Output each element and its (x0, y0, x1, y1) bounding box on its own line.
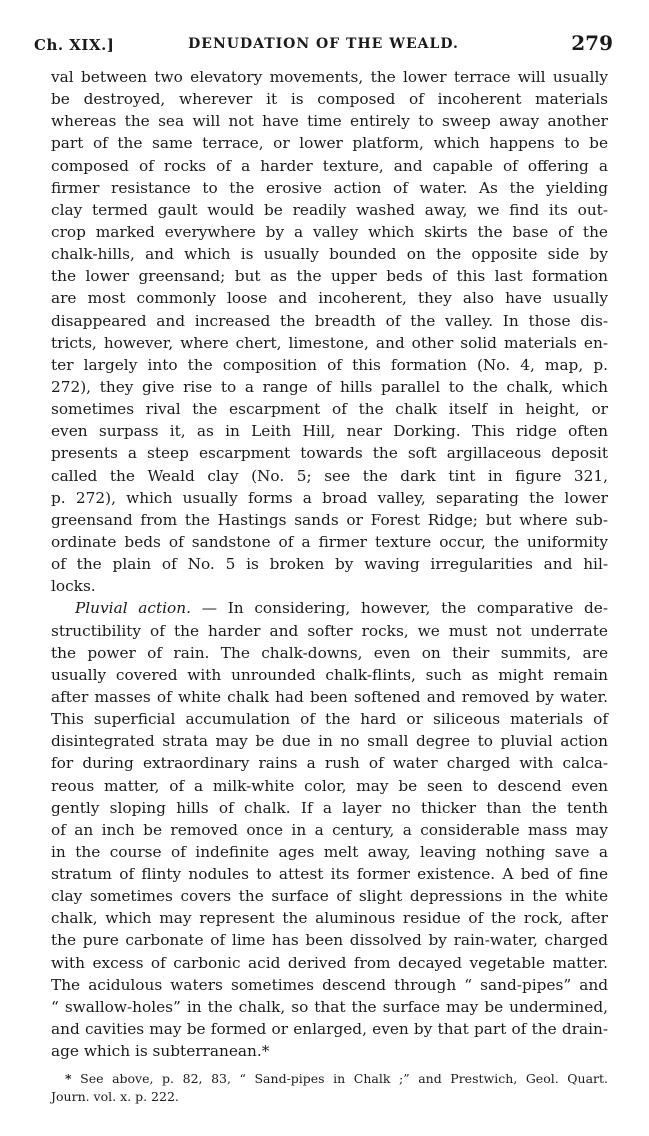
text-line: composed of rocks of a harder texture, and capable of offering a (51, 156, 608, 175)
text-line: chalk, which may represent the aluminous residue of the rock, after (51, 909, 608, 928)
text-line: chalk-hills, and which is usually bounded on the opposite side by (51, 245, 608, 264)
footnote (51, 1070, 608, 1106)
text-line: whereas the sea will not have time entirely to sweep away another (51, 112, 608, 131)
text-line: after masses of white chalk had been softened and removed by water. (51, 687, 608, 706)
text-line: be destroyed, wherever it is composed of incoherent materials (51, 90, 608, 109)
chapter-reference: Ch. XIX.] (34, 36, 115, 54)
footnote-line (51, 1070, 608, 1088)
text-line: greensand from the Hastings sands or Forest Ridge; but where sub- (51, 510, 608, 529)
text-line: structibility of the harder and softer rocks, we must not underrate (51, 621, 608, 640)
text-line: stratum of flinty nodules to attest its former existence. A bed of fine (51, 865, 608, 884)
running-header (34, 31, 613, 58)
text-line: clay sometimes covers the surface of slight depressions in the white (51, 887, 608, 906)
text-line: even surpass it, as in Leith Hill, near Dorking. This ridge often (51, 422, 608, 441)
footnote-text: See above, p. 82, 83, “ Sand-pipes in Chalk ;” and Prestwich, Geol. Quart. (71, 1071, 608, 1086)
text-line: This superficial accumulation of the hard or siliceous materials of (51, 710, 608, 729)
text-line: p. 272), which usually forms a broad valley, separating the lower (51, 488, 608, 507)
page-number: 279 (571, 31, 613, 55)
text-line: presents a steep escarpment towards the soft argillaceous deposit (51, 444, 608, 463)
text-line: of an inch be removed once in a century, a considerable mass may (51, 820, 608, 839)
footnote-line: Journ. vol. x. p. 222. (51, 1089, 179, 1104)
text-line: the pure carbonate of lime has been dissolved by rain-water, charged (51, 931, 608, 950)
text-line: 272), they give rise to a range of hills parallel to the chalk, which (51, 377, 608, 396)
text-line: reous matter, of a milk-white color, may be seen to descend even (51, 776, 608, 795)
footnote-mark: * (65, 1071, 72, 1086)
text-line: ter largely into the composition of this formation (No. 4, map, p. (51, 355, 608, 374)
text-line: tricts, however, where chert, limestone, and other solid materials en- (51, 333, 608, 352)
running-title: DENUDATION OF THE WEALD. (188, 36, 459, 52)
text-line: ordinate beds of sandstone of a firmer texture occur, the uniformity (51, 532, 608, 551)
text-line: “ swallow-holes” in the chalk, so that the surface may be undermined, (51, 997, 608, 1016)
paragraph-pluvial-action (51, 597, 608, 1062)
text-line: usually covered with unrounded chalk-flints, such as might remain (51, 665, 608, 684)
paragraph-denudation (51, 66, 608, 597)
text-line: sometimes rival the escarpment of the chalk itself in height, or (51, 400, 608, 419)
body-text (51, 66, 608, 1062)
text-line: disappeared and increased the breadth of the valley. In those dis- (51, 311, 608, 330)
text-line: The acidulous waters sometimes descend through “ sand-pipes” and (51, 975, 608, 994)
text-line: are most commonly loose and incoherent, they also have usually (51, 289, 608, 308)
section-heading: Pluvial action. (75, 599, 191, 618)
text-line-rest: — In considering, however, the comparative de- (190, 599, 608, 618)
text-line: gently sloping hills of chalk. If a layer no thicker than the tenth (51, 798, 608, 817)
text-line: in the course of indefinite ages melt away, leaving nothing save a (51, 842, 608, 861)
text-line: the lower greensand; but as the upper beds of this last formation (51, 267, 608, 286)
text-line: age which is subterranean.* (51, 1042, 270, 1061)
text-line: part of the same terrace, or lower platform, which happens to be (51, 134, 608, 153)
text-line: firmer resistance to the erosive action of water. As the yielding (51, 178, 608, 197)
text-line: locks. (51, 577, 96, 596)
text-line: and cavities may be formed or enlarged, even by that part of the drain- (51, 1020, 608, 1039)
text-line (51, 597, 608, 619)
text-line: the power of rain. The chalk-downs, even on their summits, are (51, 643, 608, 662)
text-line: val between two elevatory movements, the lower terrace will usually (51, 68, 608, 86)
text-line: for during extraordinary rains a rush of water charged with calca- (51, 754, 608, 773)
text-line: clay termed gault would be readily washed away, we find its out- (51, 200, 608, 219)
text-line: crop marked everywhere by a valley which skirts the base of the (51, 222, 608, 241)
text-line: called the Weald clay (No. 5; see the dark tint in figure 321, (51, 466, 608, 485)
text-line: of the plain of No. 5 is broken by waving irregularities and hil- (51, 555, 608, 574)
text-line: with excess of carbonic acid derived from decayed vegetable matter. (51, 953, 608, 972)
text-line: disintegrated strata may be due in no small degree to pluvial action (51, 732, 608, 751)
